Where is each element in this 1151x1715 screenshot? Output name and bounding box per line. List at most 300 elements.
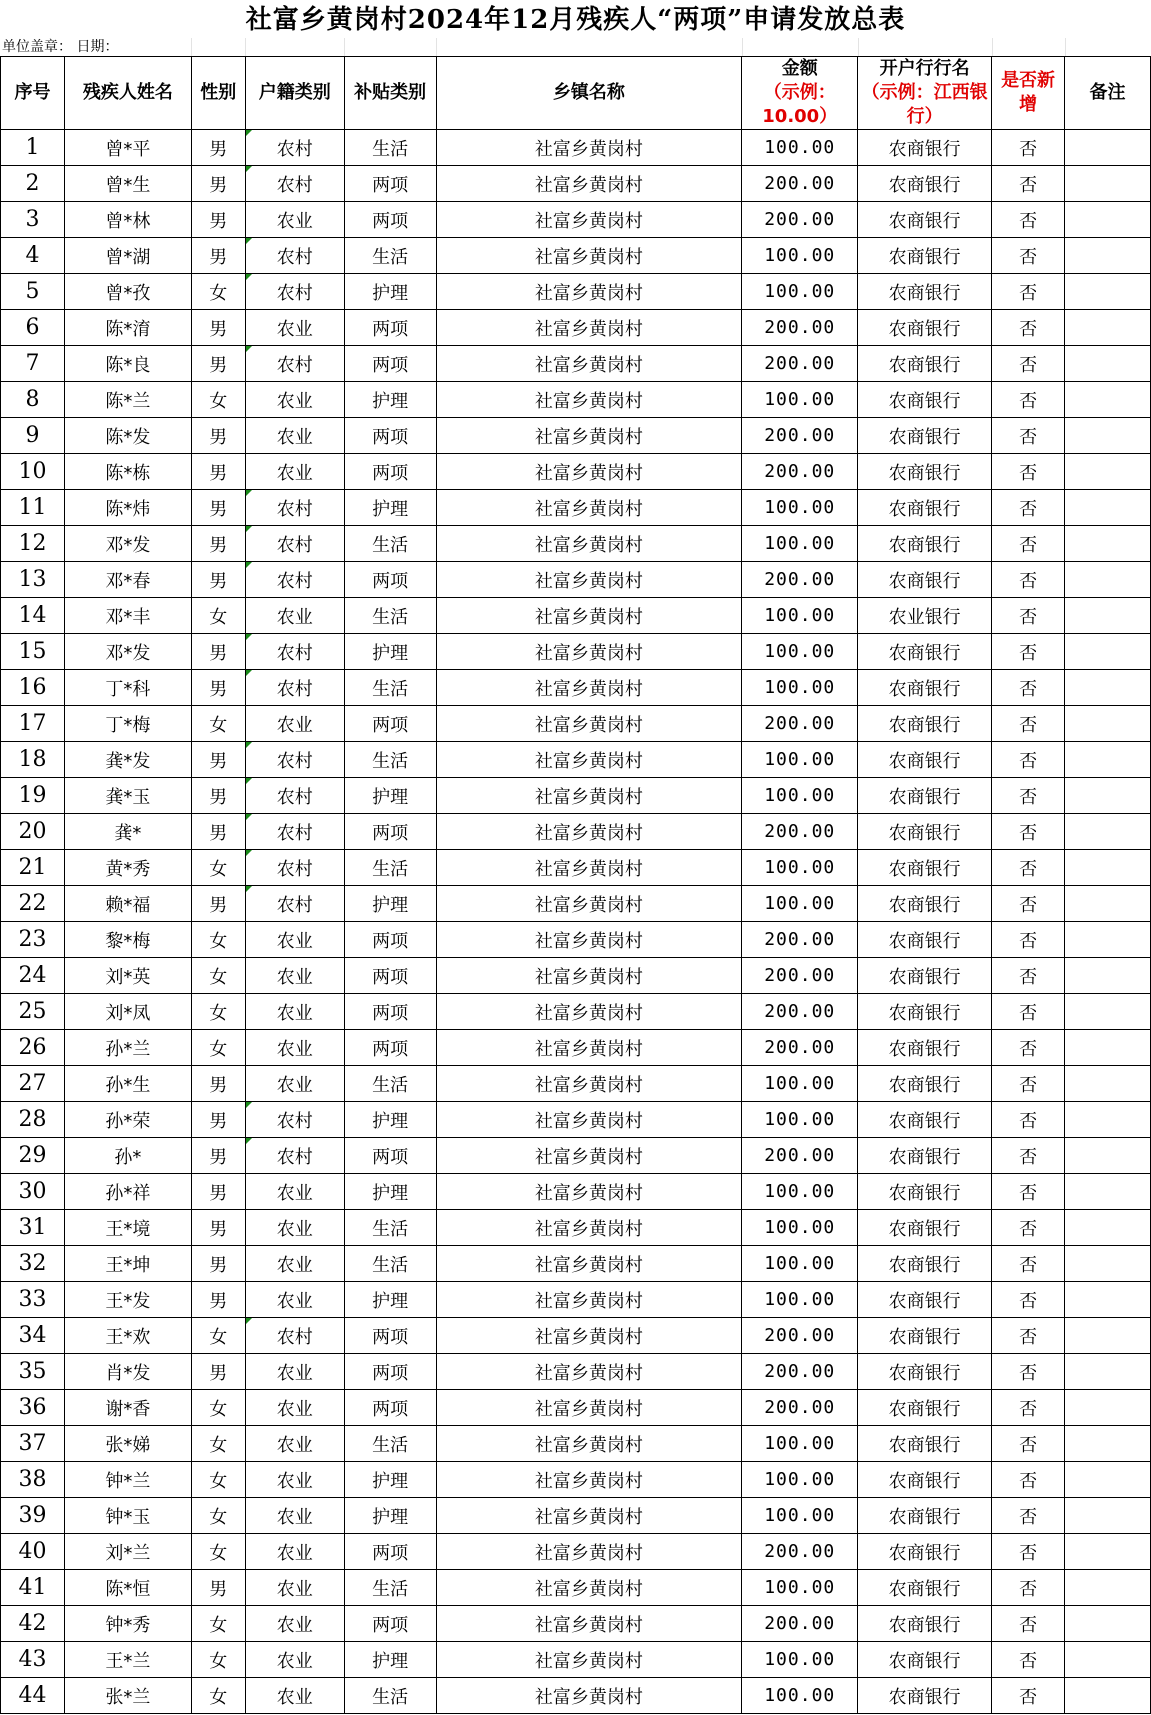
cell-subsidy[interactable]: 护理: [344, 382, 436, 418]
cell-bank[interactable]: 农商银行: [858, 1642, 992, 1678]
cell-amount[interactable]: 100.00: [742, 382, 858, 418]
cell-subsidy[interactable]: 生活: [344, 130, 436, 166]
cell-subsidy[interactable]: 两项: [344, 562, 436, 598]
cell-gender[interactable]: 男: [191, 454, 245, 490]
cell-town[interactable]: 社富乡黄岗村: [436, 1246, 742, 1282]
cell-gender[interactable]: 男: [191, 418, 245, 454]
cell-subsidy[interactable]: 两项: [344, 1390, 436, 1426]
cell-subsidy[interactable]: 生活: [344, 598, 436, 634]
header-seq[interactable]: 序号: [1, 57, 65, 130]
cell-gender[interactable]: 女: [191, 706, 245, 742]
cell-town[interactable]: 社富乡黄岗村: [436, 166, 742, 202]
cell-seq[interactable]: 38: [1, 1462, 65, 1498]
cell-is-new[interactable]: 否: [992, 1570, 1065, 1606]
cell-is-new[interactable]: 否: [992, 814, 1065, 850]
cell-name[interactable]: 黄*秀: [64, 850, 191, 886]
cell-bank[interactable]: 农商银行: [858, 1498, 992, 1534]
cell-bank[interactable]: 农商银行: [858, 670, 992, 706]
cell-seq[interactable]: 15: [1, 634, 65, 670]
cell-name[interactable]: 王*兰: [64, 1642, 191, 1678]
cell-is-new[interactable]: 否: [992, 1606, 1065, 1642]
cell-bank[interactable]: 农商银行: [858, 922, 992, 958]
cell-hukou[interactable]: 农业: [245, 1570, 344, 1606]
cell-bank[interactable]: 农商银行: [858, 1606, 992, 1642]
cell-amount[interactable]: 100.00: [742, 886, 858, 922]
cell-remark[interactable]: [1065, 1138, 1151, 1174]
cell-subsidy[interactable]: 两项: [344, 1606, 436, 1642]
cell-bank[interactable]: 农商银行: [858, 1066, 992, 1102]
cell-seq[interactable]: 6: [1, 310, 65, 346]
cell-seq[interactable]: 22: [1, 886, 65, 922]
cell-bank[interactable]: 农商银行: [858, 1678, 992, 1714]
cell-amount[interactable]: 200.00: [742, 1138, 858, 1174]
cell-hukou[interactable]: 农业: [245, 418, 344, 454]
cell-amount[interactable]: 200.00: [742, 1390, 858, 1426]
cell-town[interactable]: 社富乡黄岗村: [436, 850, 742, 886]
cell-subsidy[interactable]: 两项: [344, 454, 436, 490]
cell-is-new[interactable]: 否: [992, 994, 1065, 1030]
cell-hukou[interactable]: 农业: [245, 1642, 344, 1678]
cell-amount[interactable]: 100.00: [742, 1426, 858, 1462]
cell-is-new[interactable]: 否: [992, 1066, 1065, 1102]
cell-seq[interactable]: 9: [1, 418, 65, 454]
cell-seq[interactable]: 32: [1, 1246, 65, 1282]
cell-town[interactable]: 社富乡黄岗村: [436, 670, 742, 706]
cell-amount[interactable]: 100.00: [742, 1462, 858, 1498]
cell-name[interactable]: 邓*发: [64, 634, 191, 670]
cell-town[interactable]: 社富乡黄岗村: [436, 346, 742, 382]
cell-hukou[interactable]: 农业: [245, 994, 344, 1030]
cell-gender[interactable]: 男: [191, 166, 245, 202]
cell-gender[interactable]: 男: [191, 778, 245, 814]
header-name[interactable]: 残疾人姓名: [64, 57, 191, 130]
cell-gender[interactable]: 男: [191, 1282, 245, 1318]
cell-town[interactable]: 社富乡黄岗村: [436, 1642, 742, 1678]
cell-name[interactable]: 谢*香: [64, 1390, 191, 1426]
cell-amount[interactable]: 100.00: [742, 1570, 858, 1606]
cell-amount[interactable]: 100.00: [742, 598, 858, 634]
cell-town[interactable]: 社富乡黄岗村: [436, 814, 742, 850]
cell-amount[interactable]: 200.00: [742, 1534, 858, 1570]
cell-amount[interactable]: 200.00: [742, 166, 858, 202]
cell-gender[interactable]: 男: [191, 670, 245, 706]
header-bank[interactable]: [858, 57, 992, 130]
cell-bank[interactable]: 农商银行: [858, 238, 992, 274]
cell-town[interactable]: 社富乡黄岗村: [436, 634, 742, 670]
cell-bank[interactable]: 农商银行: [858, 634, 992, 670]
cell-remark[interactable]: [1065, 598, 1151, 634]
header-amount[interactable]: [742, 57, 858, 130]
cell-hukou[interactable]: 农业: [245, 1066, 344, 1102]
cell-seq[interactable]: 16: [1, 670, 65, 706]
cell-name[interactable]: 肖*发: [64, 1354, 191, 1390]
cell-remark[interactable]: [1065, 1246, 1151, 1282]
cell-is-new[interactable]: 否: [992, 1426, 1065, 1462]
cell-hukou[interactable]: 农业: [245, 706, 344, 742]
cell-town[interactable]: 社富乡黄岗村: [436, 1066, 742, 1102]
cell-remark[interactable]: [1065, 1534, 1151, 1570]
cell-name[interactable]: 陈*栋: [64, 454, 191, 490]
cell-seq[interactable]: 35: [1, 1354, 65, 1390]
cell-name[interactable]: 钟*兰: [64, 1462, 191, 1498]
cell-remark[interactable]: [1065, 382, 1151, 418]
cell-amount[interactable]: 100.00: [742, 1174, 858, 1210]
cell-gender[interactable]: 男: [191, 526, 245, 562]
cell-gender[interactable]: 男: [191, 130, 245, 166]
cell-remark[interactable]: [1065, 1642, 1151, 1678]
cell-seq[interactable]: 11: [1, 490, 65, 526]
cell-subsidy[interactable]: 两项: [344, 1138, 436, 1174]
cell-gender[interactable]: 男: [191, 1138, 245, 1174]
cell-town[interactable]: 社富乡黄岗村: [436, 562, 742, 598]
cell-amount[interactable]: 200.00: [742, 1606, 858, 1642]
cell-town[interactable]: 社富乡黄岗村: [436, 742, 742, 778]
cell-bank[interactable]: 农商银行: [858, 706, 992, 742]
cell-bank[interactable]: 农商银行: [858, 1246, 992, 1282]
cell-town[interactable]: 社富乡黄岗村: [436, 1318, 742, 1354]
cell-seq[interactable]: 12: [1, 526, 65, 562]
cell-seq[interactable]: 17: [1, 706, 65, 742]
cell-town[interactable]: 社富乡黄岗村: [436, 778, 742, 814]
cell-amount[interactable]: 200.00: [742, 814, 858, 850]
cell-is-new[interactable]: 否: [992, 1282, 1065, 1318]
cell-gender[interactable]: 男: [191, 1354, 245, 1390]
cell-subsidy[interactable]: 两项: [344, 922, 436, 958]
cell-name[interactable]: 黎*梅: [64, 922, 191, 958]
cell-hukou[interactable]: 农业: [245, 1354, 344, 1390]
cell-gender[interactable]: 女: [191, 922, 245, 958]
cell-gender[interactable]: 男: [191, 1570, 245, 1606]
cell-amount[interactable]: 200.00: [742, 418, 858, 454]
cell-amount[interactable]: 100.00: [742, 1210, 858, 1246]
cell-hukou[interactable]: 农村: [245, 1102, 344, 1138]
cell-subsidy[interactable]: 两项: [344, 1354, 436, 1390]
cell-is-new[interactable]: 否: [992, 346, 1065, 382]
cell-bank[interactable]: 农商银行: [858, 1570, 992, 1606]
cell-seq[interactable]: 29: [1, 1138, 65, 1174]
cell-subsidy[interactable]: 两项: [344, 202, 436, 238]
cell-amount[interactable]: 100.00: [742, 1498, 858, 1534]
cell-gender[interactable]: 男: [191, 634, 245, 670]
cell-name[interactable]: 王*坤: [64, 1246, 191, 1282]
cell-hukou[interactable]: 农村: [245, 562, 344, 598]
cell-seq[interactable]: 44: [1, 1678, 65, 1714]
cell-seq[interactable]: 25: [1, 994, 65, 1030]
cell-gender[interactable]: 男: [191, 202, 245, 238]
cell-seq[interactable]: 23: [1, 922, 65, 958]
cell-remark[interactable]: [1065, 1318, 1151, 1354]
cell-hukou[interactable]: 农业: [245, 598, 344, 634]
cell-amount[interactable]: 100.00: [742, 526, 858, 562]
cell-town[interactable]: 社富乡黄岗村: [436, 526, 742, 562]
cell-subsidy[interactable]: 两项: [344, 958, 436, 994]
cell-name[interactable]: 曾*林: [64, 202, 191, 238]
cell-bank[interactable]: 农商银行: [858, 1354, 992, 1390]
cell-is-new[interactable]: 否: [992, 1678, 1065, 1714]
cell-amount[interactable]: 200.00: [742, 1030, 858, 1066]
cell-subsidy[interactable]: 护理: [344, 490, 436, 526]
cell-name[interactable]: 王*欢: [64, 1318, 191, 1354]
cell-gender[interactable]: 男: [191, 346, 245, 382]
cell-town[interactable]: 社富乡黄岗村: [436, 1282, 742, 1318]
cell-remark[interactable]: [1065, 526, 1151, 562]
cell-name[interactable]: 丁*梅: [64, 706, 191, 742]
cell-seq[interactable]: 5: [1, 274, 65, 310]
cell-town[interactable]: 社富乡黄岗村: [436, 1570, 742, 1606]
cell-subsidy[interactable]: 生活: [344, 1066, 436, 1102]
cell-remark[interactable]: [1065, 742, 1151, 778]
cell-name[interactable]: 赖*福: [64, 886, 191, 922]
cell-bank[interactable]: 农商银行: [858, 778, 992, 814]
cell-bank[interactable]: 农商银行: [858, 994, 992, 1030]
cell-amount[interactable]: 200.00: [742, 958, 858, 994]
cell-gender[interactable]: 女: [191, 1498, 245, 1534]
cell-bank[interactable]: 农商银行: [858, 454, 992, 490]
cell-remark[interactable]: [1065, 418, 1151, 454]
cell-amount[interactable]: 200.00: [742, 202, 858, 238]
cell-bank[interactable]: 农商银行: [858, 886, 992, 922]
cell-is-new[interactable]: 否: [992, 490, 1065, 526]
cell-amount[interactable]: 100.00: [742, 1066, 858, 1102]
cell-is-new[interactable]: 否: [992, 1138, 1065, 1174]
cell-remark[interactable]: [1065, 1390, 1151, 1426]
cell-gender[interactable]: 女: [191, 1318, 245, 1354]
cell-is-new[interactable]: 否: [992, 418, 1065, 454]
cell-subsidy[interactable]: 两项: [344, 994, 436, 1030]
cell-gender[interactable]: 女: [191, 850, 245, 886]
cell-hukou[interactable]: 农业: [245, 1282, 344, 1318]
cell-remark[interactable]: [1065, 310, 1151, 346]
cell-subsidy[interactable]: 两项: [344, 706, 436, 742]
cell-remark[interactable]: [1065, 130, 1151, 166]
cell-seq[interactable]: 3: [1, 202, 65, 238]
cell-subsidy[interactable]: 两项: [344, 1534, 436, 1570]
cell-seq[interactable]: 19: [1, 778, 65, 814]
cell-town[interactable]: 社富乡黄岗村: [436, 1174, 742, 1210]
cell-gender[interactable]: 女: [191, 382, 245, 418]
cell-bank[interactable]: 农商银行: [858, 274, 992, 310]
cell-gender[interactable]: 男: [191, 310, 245, 346]
cell-hukou[interactable]: 农业: [245, 1462, 344, 1498]
cell-name[interactable]: 刘*兰: [64, 1534, 191, 1570]
cell-bank[interactable]: 农商银行: [858, 1462, 992, 1498]
cell-bank[interactable]: 农商银行: [858, 1138, 992, 1174]
cell-is-new[interactable]: 否: [992, 1318, 1065, 1354]
cell-amount[interactable]: 100.00: [742, 490, 858, 526]
cell-subsidy[interactable]: 护理: [344, 778, 436, 814]
cell-bank[interactable]: 农商银行: [858, 1534, 992, 1570]
cell-is-new[interactable]: 否: [992, 742, 1065, 778]
cell-gender[interactable]: 女: [191, 1462, 245, 1498]
cell-amount[interactable]: 200.00: [742, 310, 858, 346]
cell-subsidy[interactable]: 生活: [344, 1570, 436, 1606]
cell-gender[interactable]: 女: [191, 1390, 245, 1426]
cell-gender[interactable]: 女: [191, 994, 245, 1030]
cell-town[interactable]: 社富乡黄岗村: [436, 598, 742, 634]
cell-seq[interactable]: 28: [1, 1102, 65, 1138]
cell-is-new[interactable]: 否: [992, 1030, 1065, 1066]
cell-bank[interactable]: 农商银行: [858, 1102, 992, 1138]
cell-name[interactable]: 钟*秀: [64, 1606, 191, 1642]
cell-gender[interactable]: 男: [191, 562, 245, 598]
cell-subsidy[interactable]: 两项: [344, 418, 436, 454]
cell-amount[interactable]: 100.00: [742, 274, 858, 310]
cell-name[interactable]: 丁*科: [64, 670, 191, 706]
cell-seq[interactable]: 34: [1, 1318, 65, 1354]
cell-gender[interactable]: 男: [191, 238, 245, 274]
cell-gender[interactable]: 男: [191, 490, 245, 526]
cell-hukou[interactable]: 农业: [245, 1534, 344, 1570]
cell-remark[interactable]: [1065, 238, 1151, 274]
cell-subsidy[interactable]: 护理: [344, 274, 436, 310]
cell-is-new[interactable]: 否: [992, 274, 1065, 310]
cell-seq[interactable]: 27: [1, 1066, 65, 1102]
cell-hukou[interactable]: 农村: [245, 778, 344, 814]
cell-subsidy[interactable]: 两项: [344, 166, 436, 202]
cell-subsidy[interactable]: 护理: [344, 1174, 436, 1210]
cell-amount[interactable]: 100.00: [742, 778, 858, 814]
cell-name[interactable]: 曾*平: [64, 130, 191, 166]
cell-gender[interactable]: 女: [191, 1606, 245, 1642]
cell-subsidy[interactable]: 护理: [344, 1282, 436, 1318]
cell-town[interactable]: 社富乡黄岗村: [436, 1030, 742, 1066]
cell-gender[interactable]: 男: [191, 1210, 245, 1246]
cell-name[interactable]: 刘*凤: [64, 994, 191, 1030]
cell-is-new[interactable]: 否: [992, 958, 1065, 994]
cell-is-new[interactable]: 否: [992, 1246, 1065, 1282]
cell-seq[interactable]: 42: [1, 1606, 65, 1642]
cell-amount[interactable]: 200.00: [742, 922, 858, 958]
cell-gender[interactable]: 男: [191, 1246, 245, 1282]
cell-gender[interactable]: 男: [191, 1102, 245, 1138]
cell-remark[interactable]: [1065, 850, 1151, 886]
cell-remark[interactable]: [1065, 1210, 1151, 1246]
cell-remark[interactable]: [1065, 814, 1151, 850]
cell-subsidy[interactable]: 两项: [344, 1318, 436, 1354]
cell-seq[interactable]: 43: [1, 1642, 65, 1678]
cell-seq[interactable]: 18: [1, 742, 65, 778]
cell-subsidy[interactable]: 护理: [344, 634, 436, 670]
cell-hukou[interactable]: 农村: [245, 814, 344, 850]
cell-amount[interactable]: 200.00: [742, 346, 858, 382]
cell-remark[interactable]: [1065, 346, 1151, 382]
cell-name[interactable]: 曾*湖: [64, 238, 191, 274]
cell-name[interactable]: 张*兰: [64, 1678, 191, 1714]
cell-remark[interactable]: [1065, 670, 1151, 706]
cell-subsidy[interactable]: 护理: [344, 1642, 436, 1678]
cell-bank[interactable]: 农商银行: [858, 310, 992, 346]
cell-name[interactable]: 孙*生: [64, 1066, 191, 1102]
cell-name[interactable]: 孙*: [64, 1138, 191, 1174]
cell-subsidy[interactable]: 两项: [344, 814, 436, 850]
cell-name[interactable]: 陈*炜: [64, 490, 191, 526]
cell-seq[interactable]: 30: [1, 1174, 65, 1210]
cell-subsidy[interactable]: 生活: [344, 742, 436, 778]
cell-hukou[interactable]: 农村: [245, 526, 344, 562]
cell-remark[interactable]: [1065, 706, 1151, 742]
cell-name[interactable]: 邓*发: [64, 526, 191, 562]
cell-subsidy[interactable]: 护理: [344, 1462, 436, 1498]
cell-remark[interactable]: [1065, 1678, 1151, 1714]
cell-bank[interactable]: 农商银行: [858, 130, 992, 166]
cell-seq[interactable]: 20: [1, 814, 65, 850]
cell-is-new[interactable]: 否: [992, 778, 1065, 814]
cell-town[interactable]: 社富乡黄岗村: [436, 958, 742, 994]
cell-town[interactable]: 社富乡黄岗村: [436, 274, 742, 310]
cell-gender[interactable]: 女: [191, 274, 245, 310]
cell-name[interactable]: 曾*孜: [64, 274, 191, 310]
cell-remark[interactable]: [1065, 274, 1151, 310]
cell-remark[interactable]: [1065, 1570, 1151, 1606]
cell-subsidy[interactable]: 生活: [344, 526, 436, 562]
cell-remark[interactable]: [1065, 202, 1151, 238]
cell-gender[interactable]: 女: [191, 1426, 245, 1462]
cell-bank[interactable]: 农商银行: [858, 1030, 992, 1066]
cell-seq[interactable]: 8: [1, 382, 65, 418]
cell-bank[interactable]: 农商银行: [858, 1210, 992, 1246]
cell-amount[interactable]: 100.00: [742, 238, 858, 274]
header-subsidy[interactable]: 补贴类别: [344, 57, 436, 130]
cell-subsidy[interactable]: 两项: [344, 310, 436, 346]
cell-name[interactable]: 钟*玉: [64, 1498, 191, 1534]
cell-gender[interactable]: 男: [191, 1174, 245, 1210]
cell-name[interactable]: 曾*生: [64, 166, 191, 202]
cell-subsidy[interactable]: 生活: [344, 670, 436, 706]
cell-town[interactable]: 社富乡黄岗村: [436, 1390, 742, 1426]
cell-gender[interactable]: 男: [191, 814, 245, 850]
cell-gender[interactable]: 女: [191, 1030, 245, 1066]
cell-town[interactable]: 社富乡黄岗村: [436, 490, 742, 526]
cell-seq[interactable]: 31: [1, 1210, 65, 1246]
cell-remark[interactable]: [1065, 1498, 1151, 1534]
cell-seq[interactable]: 36: [1, 1390, 65, 1426]
cell-amount[interactable]: 100.00: [742, 670, 858, 706]
cell-hukou[interactable]: 农业: [245, 1246, 344, 1282]
cell-remark[interactable]: [1065, 958, 1151, 994]
cell-town[interactable]: 社富乡黄岗村: [436, 1498, 742, 1534]
cell-remark[interactable]: [1065, 166, 1151, 202]
cell-hukou[interactable]: 农村: [245, 634, 344, 670]
cell-hukou[interactable]: 农村: [245, 670, 344, 706]
cell-name[interactable]: 孙*荣: [64, 1102, 191, 1138]
cell-is-new[interactable]: 否: [992, 310, 1065, 346]
cell-hukou[interactable]: 农业: [245, 1678, 344, 1714]
cell-is-new[interactable]: 否: [992, 1462, 1065, 1498]
cell-amount[interactable]: 100.00: [742, 634, 858, 670]
cell-name[interactable]: 龚*: [64, 814, 191, 850]
cell-is-new[interactable]: 否: [992, 562, 1065, 598]
cell-name[interactable]: 邓*丰: [64, 598, 191, 634]
cell-is-new[interactable]: 否: [992, 886, 1065, 922]
cell-is-new[interactable]: 否: [992, 526, 1065, 562]
cell-remark[interactable]: [1065, 454, 1151, 490]
cell-subsidy[interactable]: 护理: [344, 1498, 436, 1534]
cell-bank[interactable]: 农商银行: [858, 1426, 992, 1462]
cell-town[interactable]: 社富乡黄岗村: [436, 1102, 742, 1138]
cell-is-new[interactable]: 否: [992, 706, 1065, 742]
cell-name[interactable]: 刘*英: [64, 958, 191, 994]
cell-name[interactable]: 龚*玉: [64, 778, 191, 814]
cell-town[interactable]: 社富乡黄岗村: [436, 310, 742, 346]
cell-seq[interactable]: 10: [1, 454, 65, 490]
cell-is-new[interactable]: 否: [992, 670, 1065, 706]
cell-remark[interactable]: [1065, 1426, 1151, 1462]
cell-name[interactable]: 邓*春: [64, 562, 191, 598]
cell-is-new[interactable]: 否: [992, 634, 1065, 670]
cell-hukou[interactable]: 农业: [245, 1606, 344, 1642]
cell-remark[interactable]: [1065, 1282, 1151, 1318]
cell-seq[interactable]: 21: [1, 850, 65, 886]
